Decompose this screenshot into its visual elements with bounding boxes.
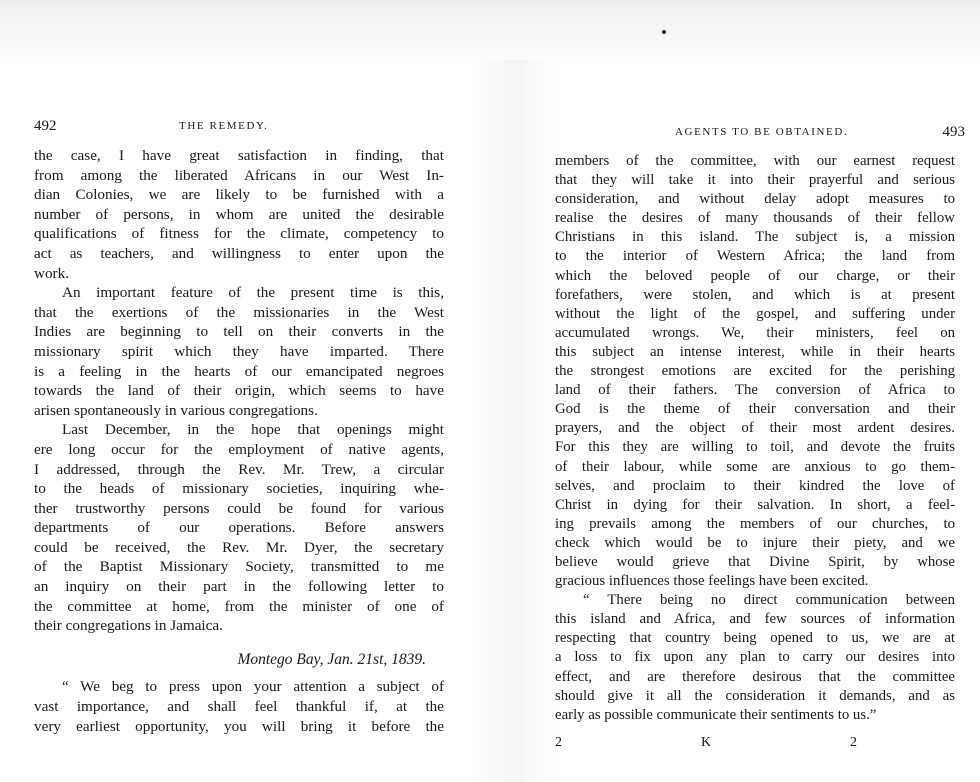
ink-speck — [662, 30, 666, 34]
paragraph — [34, 420, 444, 636]
text-line: effect, and are therefore desirous that the committee — [555, 668, 955, 685]
text-line: ther trustworthy persons could be found for various — [34, 499, 444, 517]
book-gutter — [470, 60, 560, 782]
text-line: vast importance, and shall feel thankful if, at the — [34, 698, 444, 716]
text-line: to the heads of missionary societies, inquiring whe- — [34, 480, 444, 498]
dateline-text: Montego Bay, Jan. 21st, 1839. — [237, 650, 426, 668]
left-page-number: 492 — [34, 118, 57, 134]
left-page-body — [34, 146, 444, 736]
text-line: consideration, and without delay adopt measures to — [555, 191, 955, 208]
left-page — [34, 118, 444, 736]
text-line: missionary spirit which they have imparted. There — [34, 342, 444, 360]
text-line: respecting that country being opened to us, we are at — [555, 630, 955, 647]
text-line: check which would be to injure their piety, and we — [555, 534, 955, 551]
right-running-head: AGENTS TO BE OBTAINED. — [675, 126, 849, 138]
text-line: from among the liberated Africans in our West In- — [34, 166, 444, 184]
text-line: early as possible communicate their sentiments to us.” — [555, 706, 877, 723]
text-line: that they will take it into their prayerful and serious — [555, 172, 955, 189]
text-line: work. — [34, 264, 70, 282]
text-line: gracious influences those feelings have been excited. — [555, 573, 869, 590]
text-line: this island and Africa, and few sources of information — [555, 611, 955, 628]
text-line: the committee at home, from the minister of one of — [34, 597, 444, 615]
text-line: realise the desires of many thousands of their fellow — [555, 210, 955, 227]
text-line: qualifications of fitness for the climate, competency to — [34, 225, 444, 243]
letter-dateline — [34, 650, 426, 670]
text-line: act as teachers, and willingness to enter upon the — [34, 244, 444, 262]
text-line: Indies are beginning to tell on their converts in the — [34, 323, 444, 341]
text-line: accumulated wrongs. We, their ministers, feel on — [555, 324, 955, 341]
text-line: For this they are willing to toil, and devote the fruits — [555, 439, 955, 456]
paragraph — [555, 591, 955, 725]
text-line: forefathers, were stolen, and which is at present — [555, 286, 955, 303]
text-line: should give it all the consideration it demands, and as — [555, 687, 955, 704]
right-page — [555, 124, 965, 752]
right-page-header — [555, 124, 965, 144]
text-line: towards the land of their origin, which seems to have — [34, 382, 444, 400]
text-line: their congregations in Jamaica. — [34, 617, 223, 635]
text-line: without the light of the gospel, and suffering under — [555, 305, 955, 322]
text-line: a loss to fix upon any plan to carry our desires into — [555, 649, 955, 666]
paragraph — [555, 152, 955, 591]
text-line: departments of our operations. Before answers — [34, 519, 444, 537]
paragraph — [34, 146, 444, 283]
right-page-number: 493 — [942, 124, 965, 140]
text-line: which the beloved people of our charge, or their — [555, 267, 955, 284]
text-line: to the interior of Western Africa; the land from — [555, 248, 955, 265]
text-line: very earliest opportunity, you will bring it before the — [34, 717, 444, 735]
text-line: of their labour, while some are anxious to go them- — [555, 458, 955, 475]
text-line: land of their fathers. The conversion of Africa to — [555, 382, 955, 399]
text-line: selves, and proclaim to their kindred the love of — [555, 477, 955, 494]
text-line: could be received, the Rev. Mr. Dyer, the secretary — [34, 538, 444, 556]
text-line: of the Baptist Missionary Society, transmitted to me — [34, 558, 444, 576]
signature-mark: 2 K 2 — [555, 734, 860, 750]
left-running-head: THE REMEDY. — [179, 120, 269, 132]
text-line: arisen spontaneously in various congregations. — [34, 401, 318, 419]
right-page-body — [555, 152, 955, 752]
text-line: Christ in dying for their salvation. In short, a feel- — [555, 496, 955, 513]
text-line: ere long occur for the employment of native agents, — [34, 440, 444, 458]
text-line: I addressed, through the Rev. Mr. Trew, a circular — [34, 460, 444, 478]
text-line: this subject an intense interest, while in their hearts — [555, 343, 955, 360]
text-line: Last December, in the hope that openings might — [62, 421, 444, 439]
text-line: that the exertions of the missionaries in the West — [34, 303, 444, 321]
paragraph — [34, 677, 444, 736]
text-line: is a feeling in the hearts of our emancipated negroes — [34, 362, 444, 380]
text-line: “ We beg to press upon your attention a subject of — [62, 678, 444, 696]
text-line: believe would grieve that Divine Spirit, by whose — [555, 553, 955, 570]
text-line: ing prevails among the members of our churches, to — [555, 515, 955, 532]
text-line: prayers, and the object of their most ardent desires. — [555, 420, 955, 437]
text-line: members of the committee, with our earnest request — [555, 153, 955, 169]
text-line: the case, I have great satisfaction in finding, that — [34, 147, 444, 164]
text-line: God is the theme of their conversation and their — [555, 401, 955, 418]
left-page-header — [34, 118, 444, 138]
text-line: number of persons, in whom are united the desirable — [34, 205, 444, 223]
paragraph — [34, 283, 444, 420]
text-line: “ There being no direct communication between — [583, 592, 955, 609]
text-line: Christians in this island. The subject is, a mission — [555, 229, 955, 246]
text-line: An important feature of the present time is this, — [62, 284, 444, 302]
text-line: an inquiry on their part in the following letter to — [34, 578, 444, 596]
text-line: dian Colonies, we are likely to be furnished with a — [34, 186, 444, 204]
text-line: the strongest emotions are excited for the perishing — [555, 363, 955, 380]
